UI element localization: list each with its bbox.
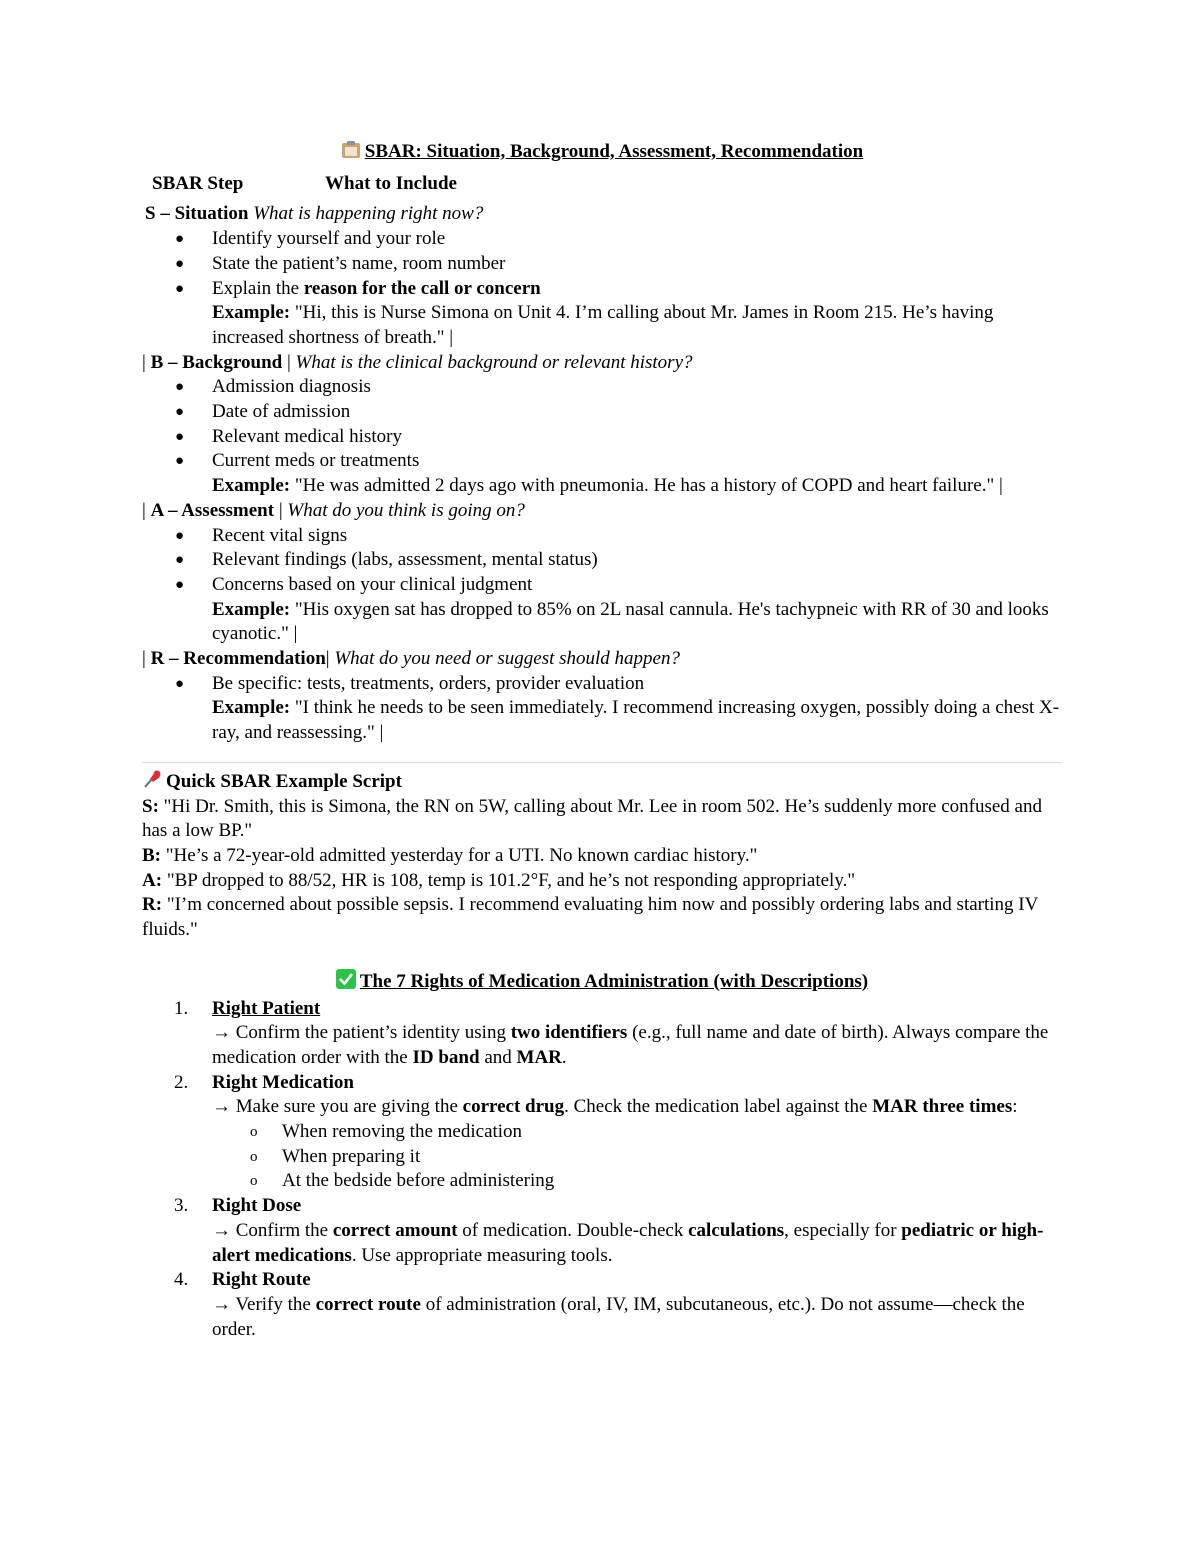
list-item: 3. Right Dose → Confirm the correct amount of medication. Double-check calculations, especially for pediatric or high-alert medications. Use appropriate measuring tools. [174, 1195, 1044, 1266]
situation-label: S – Situation [145, 203, 249, 225]
background-example: Example: "He was admitted 2 days ago with pneumonia. He has a history of COPD and heart failure." | [212, 475, 1003, 497]
list-item: ● State the patient’s name, room number [175, 252, 506, 274]
table-header [142, 172, 1062, 197]
list-item: 1. Right Patient → Confirm the patient’s identity using two identifiers (e.g., full name and date of birth). Always compare the medication order with the ID band and MAR. [174, 997, 1049, 1068]
sub-list [212, 1120, 1062, 1194]
recommendation-example: Example: "I think he needs to be seen immediately. I recommend increasing oxygen, possibly doing a chest X-ray, and reassessing." | [212, 697, 1060, 744]
recommendation-section: | R – Recommendation| What do you need or suggest should happen? [142, 648, 680, 670]
background-question: What is the clinical background or relevant history? [295, 351, 693, 373]
assessment-question: What do you think is going on? [287, 499, 525, 521]
script-line-a: A: "BP dropped to 88/52, HR is 108, temp is 101.2°F, and he’s not responding appropriately." [142, 869, 856, 891]
script-line-s: S: "Hi Dr. Smith, this is Simona, the RN on 5W, calling about Mr. Lee in room 502. He’s suddenly more confused and has a low BP." [142, 795, 1042, 842]
situation-section [142, 202, 1062, 227]
recommendation-question: What do you need or suggest should happen? [334, 648, 680, 670]
background-section: | B – Background | What is the clinical background or relevant history? [142, 351, 693, 373]
check-mark-icon [336, 969, 356, 987]
situation-example: Example: "Hi, this is Nurse Simona on Unit 4. I’m calling about Mr. James in Room 215. He’s having increased shortness of breath." | [212, 302, 994, 348]
pushpin-icon [142, 769, 162, 787]
section-divider [142, 762, 1062, 763]
script-heading-text: Quick SBAR Example Script [166, 770, 402, 792]
list-item: ● Identify yourself and your role [175, 228, 446, 250]
rights-heading [142, 969, 1062, 995]
script-line-b: B: "He’s a 72-year-old admitted yesterday for a UTI. No known cardiac history." [142, 844, 758, 866]
list-item: ● Concerns based on your clinical judgment [175, 573, 533, 595]
list-item: ● Explain the reason for the call or concern [175, 277, 541, 299]
recommendation-list [142, 672, 1062, 697]
rights-heading-text: The 7 Rights of Medication Administration (with Descriptions) [359, 970, 869, 992]
situation-question: What is happening right now? [253, 203, 484, 225]
assessment-example: Example: "His oxygen sat has dropped to 85% on 2L nasal cannula. He's tachypneic with RR of 30 and looks cyanotic." | [212, 598, 1049, 645]
column-header-step: SBAR Step [152, 172, 244, 194]
sbar-title [142, 140, 1062, 165]
list-item: o When removing the medication [250, 1121, 523, 1143]
list-item: ● Be specific: tests, treatments, orders, provider evaluation [175, 672, 645, 694]
column-header-include: What to Include [325, 172, 457, 194]
list-item: ● Recent vital signs [175, 524, 348, 546]
list-item: ● Current meds or treatments [175, 450, 420, 472]
script-heading [142, 769, 1062, 795]
assessment-list [142, 524, 1062, 598]
list-item: ● Relevant findings (labs, assessment, mental status) [175, 549, 598, 571]
situation-list [142, 227, 1062, 301]
rights-list [142, 997, 1062, 1343]
assessment-label: A – Assessment [150, 499, 275, 521]
list-item: o At the bedside before administering [250, 1170, 555, 1192]
sbar-title-text: SBAR: Situation, Background, Assessment, Recommendation [364, 141, 864, 162]
assessment-section: | A – Assessment | What do you think is going on? [142, 499, 525, 521]
list-item: ● Relevant medical history [175, 425, 402, 447]
list-item: 4. Right Route → Verify the correct route of administration (oral, IV, IM, subcutaneous, etc.). Do not assume—check the order. [174, 1269, 1025, 1340]
list-item: ● Admission diagnosis [175, 376, 371, 398]
list-item: 2. Right Medication → Make sure you are giving the correct drug. Check the medication label against the MAR three times: o When removing the medication o When preparing it o At the bedside before administering [142, 1071, 1062, 1195]
script-line-r: R: "I’m concerned about possible sepsis. I recommend evaluating him now and possibly ordering labs and starting IV fluids." [142, 894, 1039, 941]
list-item: o When preparing it [250, 1145, 421, 1167]
recommendation-label: R – Recommendation [150, 648, 326, 670]
list-item: ● Date of admission [175, 401, 351, 423]
background-list [142, 375, 1062, 474]
document-page [142, 140, 1062, 1342]
clipboard-icon [341, 141, 361, 159]
background-label: B – Background [150, 351, 283, 373]
